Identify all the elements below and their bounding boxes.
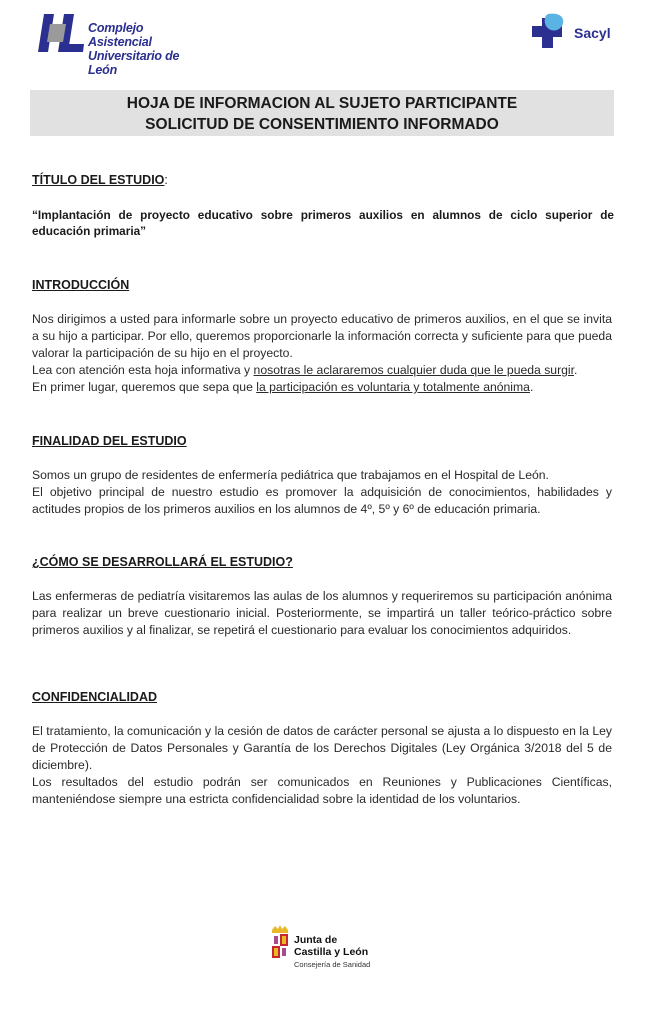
introduction-body <box>32 311 612 396</box>
junta-logo-line2: Castilla y León <box>294 946 369 958</box>
sacyl-logo-text: Sacyl <box>574 25 611 41</box>
purpose-paragraph-2: El objetivo principal de nuestro estudio es promover la adquisición de conocimientos, habilidades y actitudes propios de los primeros auxilios en los alumnos de 4º, 5º y 6º de educación primaria. <box>32 485 612 516</box>
study-title-heading: TÍTULO DEL ESTUDIO <box>32 173 165 187</box>
document-title-line2: SOLICITUD DE CONSENTIMIENTO INFORMADO <box>145 116 499 133</box>
junta-logo-line1: Junta de <box>294 934 338 946</box>
document-title-band <box>30 90 614 136</box>
confidentiality-heading: CONFIDENCIALIDAD <box>32 690 157 704</box>
cau-logo <box>38 12 208 77</box>
cau-logo-line1: Complejo Asistencial <box>88 21 152 49</box>
junta-logo-text <box>294 934 368 958</box>
confidentiality-body <box>32 723 612 808</box>
purpose-heading: FINALIDAD DEL ESTUDIO <box>32 434 187 448</box>
cau-logo-text <box>88 21 208 77</box>
introduction-heading: INTRODUCCIÓN <box>32 278 130 292</box>
junta-logo <box>270 922 390 972</box>
study-title-text: “Implantación de proyecto educativo sobre primeros auxilios en alumnos de ciclo superior de educación primaria” <box>32 208 614 238</box>
confidentiality-paragraph-2: Los resultados del estudio podrán ser comunicados en Reuniones y Publicaciones Científicas, manteniéndose siempre una estricta confidencialidad sobre la identidad de los voluntarios. <box>32 775 612 806</box>
confidentiality-paragraph-1: El tratamiento, la comunicación y la cesión de datos de carácter personal se ajusta a lo dispuesto en la Ley de Protección de Datos Personales y Garantía de los Derechos Digitales (Ley Orgánica 3/2018 del 5 de diciembre). <box>32 724 612 772</box>
document-title-line1: HOJA DE INFORMACION AL SUJETO PARTICIPANTE <box>126 95 518 112</box>
sacyl-logo <box>532 12 622 52</box>
introduction-p2-underlined: nosotras le aclararemos cualquier duda que le pueda surgir <box>253 363 575 377</box>
introduction-p3-end: . <box>529 380 534 394</box>
junta-logo-subtitle: Consejería de Sanidad <box>294 960 371 969</box>
introduction-p2-end: . <box>574 363 578 377</box>
purpose-paragraph-1: Somos un grupo de residentes de enfermería pediátrica que trabajamos en el Hospital de León. <box>32 468 549 482</box>
sacyl-cross-icon <box>532 12 572 52</box>
introduction-paragraph-1: Nos dirigimos a usted para informarle sobre un proyecto educativo de primeros auxilios, en el que se invita a su hijo a participar. Por ello, queremos proporcionarle la información correcta y suficiente para que pueda valorar la participación de su hijo en el proyecto. <box>32 312 612 360</box>
introduction-paragraph-3 <box>32 379 612 396</box>
introduction-p3-text: En primer lugar, queremos que sepa que <box>32 380 257 394</box>
purpose-body <box>32 467 612 518</box>
introduction-p3-underlined: la participación es voluntaria y totalmente anónima <box>256 380 530 394</box>
study-title-heading-colon: : <box>164 173 168 187</box>
cau-logo-icon <box>38 12 86 54</box>
study-title-heading-row <box>32 171 168 189</box>
procedure-heading: ¿CÓMO SE DESARROLLARÁ EL ESTUDIO? <box>32 555 293 569</box>
procedure-paragraph: Las enfermeras de pediatría visitaremos las aulas de los alumnos y requeriremos su participación anónima para realizar un breve cuestionario inicial. Posteriormente, se impartirá un taller teórico-práctico sobre primeros auxilios y al finalizar, se repetirá el cuestionario para evaluar los conocimientos adquiridos. <box>32 589 612 637</box>
coat-of-arms-icon <box>270 924 290 964</box>
introduction-paragraph-2 <box>32 362 612 379</box>
introduction-p2-text: Lea con atención esta hoja informativa y <box>32 363 254 377</box>
cau-logo-line2: Universitario de León <box>88 49 180 77</box>
